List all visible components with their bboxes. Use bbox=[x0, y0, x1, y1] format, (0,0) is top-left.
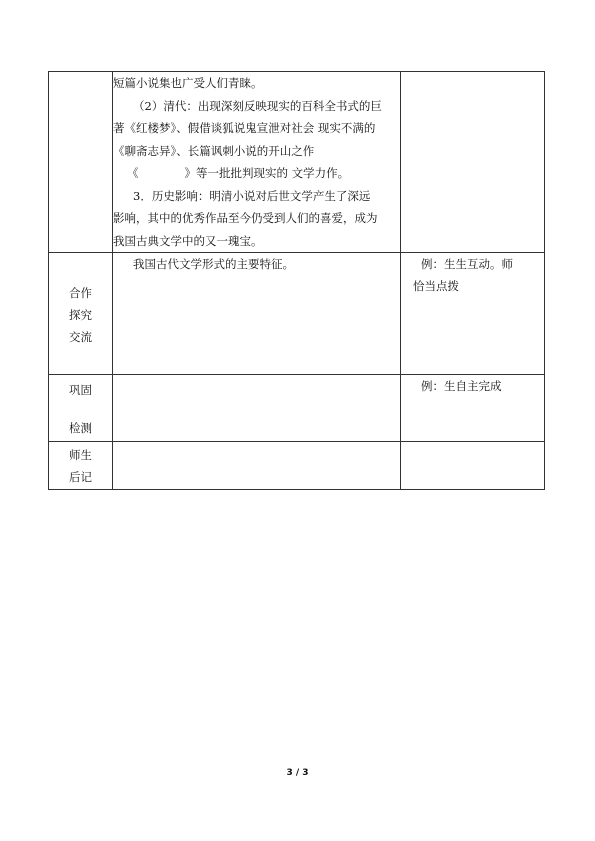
note-line: 恰当点拨 bbox=[413, 279, 459, 293]
table-row bbox=[49, 72, 545, 253]
page-number: 3 / 3 bbox=[286, 768, 309, 778]
content-cell-cooperation bbox=[113, 253, 401, 375]
label-cell-consolidation bbox=[49, 375, 113, 442]
label-line: 合作 bbox=[69, 286, 92, 300]
table-row bbox=[49, 253, 545, 375]
text-line: 影响，其中的优秀作品至今仍受到人们的喜爱，成为 bbox=[113, 211, 378, 225]
text-line: （2）清代：出现深刻反映现实的百科全书式的巨 bbox=[133, 98, 382, 113]
text-line: 短篇小说集也广受人们青睐。 bbox=[113, 76, 263, 90]
note-cell-empty bbox=[401, 72, 545, 253]
label-cell-empty bbox=[49, 72, 113, 253]
text-line-blank bbox=[113, 162, 400, 185]
label-cell-afterword bbox=[49, 442, 113, 490]
content-cell-ming-qing bbox=[113, 72, 401, 253]
label-cell-cooperation bbox=[49, 253, 113, 375]
table-row bbox=[49, 375, 545, 442]
text-line: 《聊斋志异》、长篇讽刺小说的开山之作 bbox=[113, 143, 315, 158]
note-cell-empty bbox=[401, 442, 545, 490]
content-cell-empty bbox=[113, 442, 401, 490]
text-line: 著《红楼梦》、假借谈狐说鬼宣泄对社会 现实不满的 bbox=[113, 121, 376, 135]
note-line: 例：生自主完成 bbox=[421, 379, 502, 393]
label-line: 巩固 bbox=[69, 383, 92, 397]
text-line-rest: 》等一批批判现实的 文学力作。 bbox=[184, 166, 350, 180]
label-line: 检测 bbox=[69, 421, 92, 435]
bracket-open: 《 bbox=[127, 166, 139, 180]
text-line: 我国古典文学中的又一瑰宝。 bbox=[113, 233, 263, 248]
label-line: 探究 bbox=[69, 308, 92, 322]
note-line: 例：生生互动。师 bbox=[421, 257, 513, 271]
label-line: 交流 bbox=[69, 330, 92, 344]
table-row bbox=[49, 442, 545, 490]
text-line: 我国古代文学形式的主要特征。 bbox=[133, 257, 294, 271]
label-line: 师生 bbox=[69, 448, 92, 462]
lesson-plan-table bbox=[48, 71, 545, 490]
note-cell-consolidation bbox=[401, 375, 545, 442]
text-line: 3．历史影响：明清小说对后世文学产生了深远 bbox=[133, 188, 371, 203]
label-line: 后记 bbox=[69, 470, 92, 484]
content-cell-empty bbox=[113, 375, 401, 442]
note-cell-cooperation bbox=[401, 253, 545, 375]
